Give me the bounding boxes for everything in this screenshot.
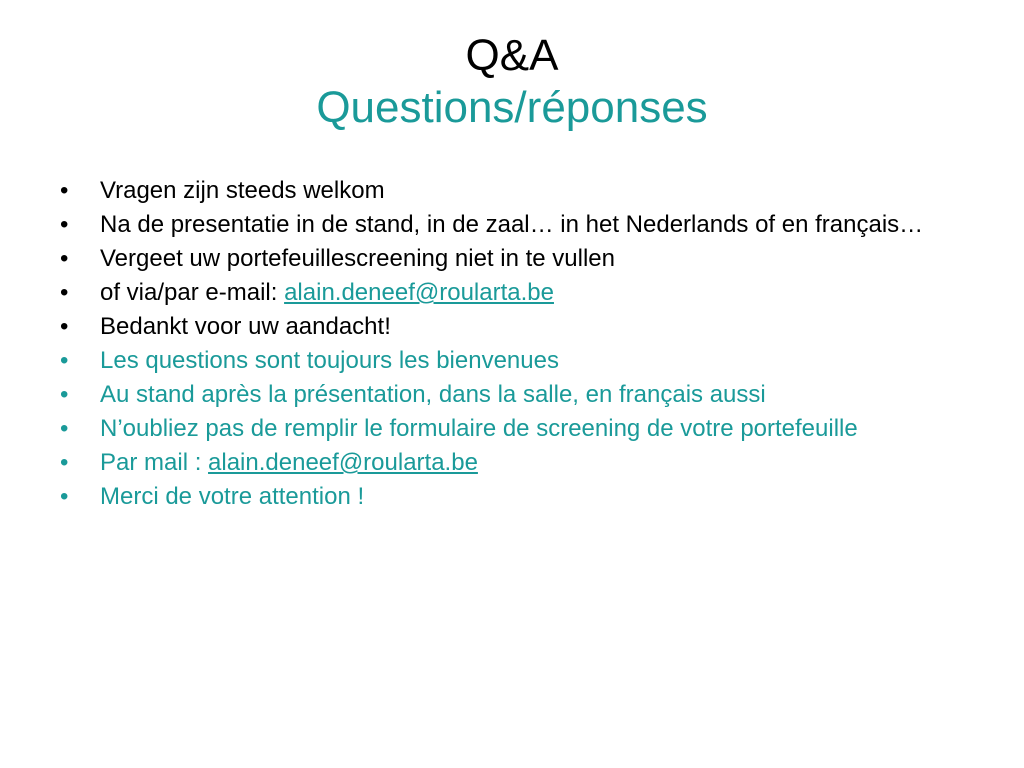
bullet-text: Bedankt voor uw aandacht! — [100, 313, 391, 340]
bullet-dot: • — [60, 177, 69, 204]
email-link[interactable]: alain.deneef@roularta.be — [208, 449, 478, 476]
bullet-dot: • — [60, 347, 69, 374]
bullet-item — [60, 314, 960, 340]
bullet-text: Vragen zijn steeds welkom — [100, 177, 385, 204]
bullet-item — [60, 382, 960, 408]
bullet-dot: • — [60, 245, 69, 272]
bullet-list — [60, 178, 960, 518]
bullet-item — [60, 348, 960, 374]
bullet-item — [60, 178, 960, 204]
bullet-dot: • — [60, 313, 69, 340]
bullet-dot: • — [60, 449, 69, 476]
title-french: Questions/réponses — [316, 83, 708, 132]
slide-title — [0, 30, 1024, 134]
bullet-text: Au stand après la présentation, dans la salle, en français aussi — [100, 381, 766, 408]
bullet-item — [60, 450, 960, 476]
bullet-dot: • — [60, 483, 69, 510]
title-dutch: Q&A — [465, 31, 559, 80]
bullet-item — [60, 484, 960, 510]
bullet-dot: • — [60, 211, 69, 238]
bullet-text: Merci de votre attention ! — [100, 483, 365, 510]
bullet-dot: • — [60, 415, 69, 442]
bullet-item — [60, 416, 960, 442]
bullet-text: N’oubliez pas de remplir le formulaire de screening de votre portefeuille — [100, 415, 858, 442]
bullet-text: Les questions sont toujours les bienvenues — [100, 347, 559, 374]
bullet-item — [60, 246, 960, 272]
bullet-item — [60, 280, 960, 306]
email-link[interactable]: alain.deneef@roularta.be — [284, 279, 554, 306]
bullet-text: Na de presentatie in de stand, in de zaal… in het Nederlands of en français… — [100, 211, 924, 238]
bullet-dot: • — [60, 381, 69, 408]
bullet-text: Par mail : — [100, 449, 209, 476]
bullet-text: of via/par e-mail: — [100, 279, 285, 306]
bullet-text: Vergeet uw portefeuillescreening niet in te vullen — [100, 245, 615, 272]
bullet-dot: • — [60, 279, 69, 306]
bullet-item — [60, 212, 960, 238]
